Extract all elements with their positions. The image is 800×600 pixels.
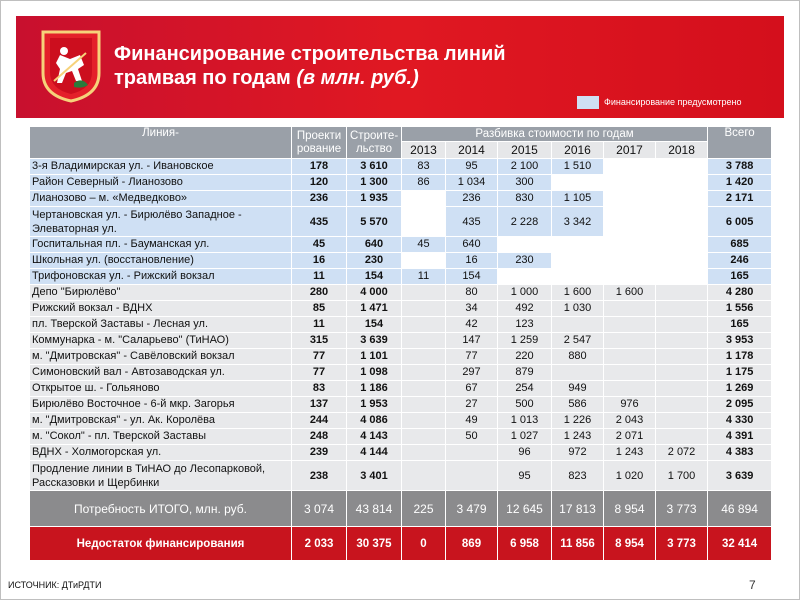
construction-cost: 1 953 [347, 397, 402, 413]
line-name: 3-я Владимирская ул. - Ивановское [30, 159, 292, 175]
year-cost [656, 207, 708, 237]
year-cost: 2 228 [498, 207, 552, 237]
design-cost: 83 [292, 381, 347, 397]
construction-cost: 3 639 [347, 333, 402, 349]
construction-cost: 154 [347, 317, 402, 333]
construction-cost: 4 143 [347, 429, 402, 445]
year-cost [656, 317, 708, 333]
line-name: Район Северный - Лианозово [30, 175, 292, 191]
year-cost [552, 317, 604, 333]
year-cost: 123 [498, 317, 552, 333]
year-cost: 11 [402, 269, 446, 285]
table-row [30, 333, 772, 349]
source-note: ИСТОЧНИК: ДТиРДТИ [8, 580, 102, 590]
year-cost [402, 207, 446, 237]
table-row [30, 365, 772, 381]
construction-cost: 1 101 [347, 349, 402, 365]
legend-swatch [577, 96, 599, 109]
year-cost: 1 013 [498, 413, 552, 429]
year-cost: 972 [552, 445, 604, 461]
design-cost: 236 [292, 191, 347, 207]
year-cost: 1 600 [552, 285, 604, 301]
year-cost [402, 445, 446, 461]
table-row [30, 445, 772, 461]
title-line-2: трамвая по годам (в млн. руб.) [114, 67, 419, 89]
line-name: м. "Дмитровская" - ул. Ак. Королёва [30, 413, 292, 429]
line-name: Чертановская ул. - Бирюлёво Западное - Элеваторная ул. [30, 207, 292, 237]
table-row [30, 191, 772, 207]
line-name: Рижский вокзал - ВДНХ [30, 301, 292, 317]
need-total-label: Потребность ИТОГО, млн. руб. [30, 491, 292, 527]
table-row [30, 285, 772, 301]
table-row [30, 269, 772, 285]
table-row [30, 207, 772, 237]
construction-cost: 3 610 [347, 159, 402, 175]
year-cost [604, 253, 656, 269]
table-row [30, 349, 772, 365]
header-year: 2018 [656, 142, 708, 159]
year-cost [656, 159, 708, 175]
header-construction: Строите- льство [347, 127, 402, 159]
construction-cost: 4 000 [347, 285, 402, 301]
year-cost [402, 429, 446, 445]
year-cost [604, 269, 656, 285]
year-cost [402, 253, 446, 269]
year-cost: 500 [498, 397, 552, 413]
year-cost [446, 461, 498, 491]
total-cost: 1 178 [708, 349, 772, 365]
year-cost: 27 [446, 397, 498, 413]
need-value: 17 813 [552, 491, 604, 527]
need-value: 3 074 [292, 491, 347, 527]
year-cost: 50 [446, 429, 498, 445]
deficit-value: 11 856 [552, 527, 604, 561]
deficit-label: Недостаток финансирования [30, 527, 292, 561]
line-name: Трифоновская ул. - Рижский вокзал [30, 269, 292, 285]
year-cost: 154 [446, 269, 498, 285]
header-year: 2015 [498, 142, 552, 159]
year-cost: 67 [446, 381, 498, 397]
year-cost: 86 [402, 175, 446, 191]
year-cost [402, 317, 446, 333]
construction-cost: 1 186 [347, 381, 402, 397]
year-cost: 34 [446, 301, 498, 317]
line-name: Школьная ул. (восстановление) [30, 253, 292, 269]
year-cost [656, 397, 708, 413]
construction-cost: 640 [347, 237, 402, 253]
year-cost: 2 072 [656, 445, 708, 461]
line-name: м. "Сокол" - пл. Тверской Заставы [30, 429, 292, 445]
need-value: 8 954 [604, 491, 656, 527]
design-cost: 11 [292, 269, 347, 285]
design-cost: 120 [292, 175, 347, 191]
year-cost: 96 [498, 445, 552, 461]
design-cost: 315 [292, 333, 347, 349]
year-cost [552, 253, 604, 269]
construction-cost: 154 [347, 269, 402, 285]
header-line: Линия- [30, 127, 292, 159]
year-cost: 80 [446, 285, 498, 301]
total-cost: 4 280 [708, 285, 772, 301]
year-cost: 976 [604, 397, 656, 413]
year-cost [656, 413, 708, 429]
construction-cost: 3 401 [347, 461, 402, 491]
design-cost: 137 [292, 397, 347, 413]
year-cost [656, 269, 708, 285]
year-cost: 879 [498, 365, 552, 381]
construction-cost: 1 098 [347, 365, 402, 381]
year-cost [656, 175, 708, 191]
year-cost: 297 [446, 365, 498, 381]
need-value: 3 479 [446, 491, 498, 527]
design-cost: 85 [292, 301, 347, 317]
line-name: Открытое ш. - Гольяново [30, 381, 292, 397]
need-value: 43 814 [347, 491, 402, 527]
year-cost: 830 [498, 191, 552, 207]
design-cost: 11 [292, 317, 347, 333]
header-design: Проекти рование [292, 127, 347, 159]
total-cost: 3 788 [708, 159, 772, 175]
year-cost: 77 [446, 349, 498, 365]
year-cost [552, 365, 604, 381]
year-cost: 220 [498, 349, 552, 365]
total-cost: 3 639 [708, 461, 772, 491]
design-cost: 435 [292, 207, 347, 237]
need-value: 225 [402, 491, 446, 527]
construction-cost: 4 144 [347, 445, 402, 461]
year-cost [656, 191, 708, 207]
year-cost: 640 [446, 237, 498, 253]
year-cost [656, 285, 708, 301]
year-cost: 1 020 [604, 461, 656, 491]
construction-cost: 1 935 [347, 191, 402, 207]
header-breakdown: Разбивка стоимости по годам [402, 127, 708, 142]
year-cost [402, 301, 446, 317]
year-cost: 83 [402, 159, 446, 175]
design-cost: 280 [292, 285, 347, 301]
year-cost: 435 [446, 207, 498, 237]
header-year: 2017 [604, 142, 656, 159]
year-cost: 880 [552, 349, 604, 365]
legend-label: Финансирование предусмотрено [604, 97, 742, 107]
need-value: 12 645 [498, 491, 552, 527]
year-cost [604, 237, 656, 253]
line-name: Коммунарка - м. "Саларьево" (ТиНАО) [30, 333, 292, 349]
line-name: Депо "Бирюлёво" [30, 285, 292, 301]
year-cost [604, 333, 656, 349]
table-row [30, 429, 772, 445]
year-cost: 45 [402, 237, 446, 253]
year-cost: 236 [446, 191, 498, 207]
year-cost [604, 317, 656, 333]
total-cost: 246 [708, 253, 772, 269]
year-cost: 492 [498, 301, 552, 317]
design-cost: 178 [292, 159, 347, 175]
header-total: Всего [708, 127, 772, 159]
total-cost: 3 953 [708, 333, 772, 349]
year-cost: 1 030 [552, 301, 604, 317]
total-cost: 6 005 [708, 207, 772, 237]
total-cost: 1 556 [708, 301, 772, 317]
header-year: 2013 [402, 142, 446, 159]
year-cost: 254 [498, 381, 552, 397]
year-cost: 586 [552, 397, 604, 413]
need-value: 46 894 [708, 491, 772, 527]
deficit-row [30, 527, 772, 561]
year-cost: 949 [552, 381, 604, 397]
year-cost: 42 [446, 317, 498, 333]
line-name: Госпитальная пл. - Бауманская ул. [30, 237, 292, 253]
design-cost: 248 [292, 429, 347, 445]
total-cost: 165 [708, 269, 772, 285]
year-cost: 1 243 [604, 445, 656, 461]
year-cost: 49 [446, 413, 498, 429]
year-cost [656, 253, 708, 269]
construction-cost: 230 [347, 253, 402, 269]
design-cost: 77 [292, 365, 347, 381]
year-cost: 1 226 [552, 413, 604, 429]
year-cost: 1 000 [498, 285, 552, 301]
table-row [30, 317, 772, 333]
year-cost: 147 [446, 333, 498, 349]
year-cost [656, 429, 708, 445]
year-cost: 1 027 [498, 429, 552, 445]
deficit-value: 32 414 [708, 527, 772, 561]
design-cost: 244 [292, 413, 347, 429]
construction-cost: 1 300 [347, 175, 402, 191]
table-row [30, 397, 772, 413]
year-cost [402, 413, 446, 429]
year-cost: 95 [498, 461, 552, 491]
year-cost [604, 349, 656, 365]
total-cost: 1 175 [708, 365, 772, 381]
construction-cost: 5 570 [347, 207, 402, 237]
line-name: Симоновский вал - Автозаводская ул. [30, 365, 292, 381]
year-cost [402, 381, 446, 397]
year-cost: 1 700 [656, 461, 708, 491]
table-row [30, 301, 772, 317]
table-row [30, 381, 772, 397]
year-cost: 1 510 [552, 159, 604, 175]
total-cost: 1 269 [708, 381, 772, 397]
total-cost: 685 [708, 237, 772, 253]
line-name: пл. Тверской Заставы - Лесная ул. [30, 317, 292, 333]
deficit-value: 0 [402, 527, 446, 561]
year-cost [656, 381, 708, 397]
year-cost [656, 365, 708, 381]
year-cost: 2 071 [604, 429, 656, 445]
table-row [30, 237, 772, 253]
year-cost [656, 237, 708, 253]
year-cost [552, 237, 604, 253]
year-cost: 1 243 [552, 429, 604, 445]
year-cost: 1 259 [498, 333, 552, 349]
header-year: 2014 [446, 142, 498, 159]
year-cost [604, 381, 656, 397]
construction-cost: 1 471 [347, 301, 402, 317]
table-row [30, 175, 772, 191]
deficit-value: 8 954 [604, 527, 656, 561]
year-cost [656, 349, 708, 365]
funding-table [29, 126, 772, 561]
year-cost [498, 237, 552, 253]
table-row [30, 253, 772, 269]
year-cost: 3 342 [552, 207, 604, 237]
year-cost: 2 100 [498, 159, 552, 175]
year-cost [552, 175, 604, 191]
page-number: 7 [749, 578, 756, 592]
year-cost [604, 191, 656, 207]
legend [577, 95, 741, 109]
deficit-value: 6 958 [498, 527, 552, 561]
line-name: Продление линии в ТиНАО до Лесопарковой, Рассказовки и Щербинки [30, 461, 292, 491]
need-total-row [30, 491, 772, 527]
line-name: ВДНХ - Холмогорская ул. [30, 445, 292, 461]
design-cost: 239 [292, 445, 347, 461]
year-cost [604, 159, 656, 175]
total-cost: 2 171 [708, 191, 772, 207]
year-cost: 2 547 [552, 333, 604, 349]
total-cost: 4 330 [708, 413, 772, 429]
year-cost [604, 207, 656, 237]
total-cost: 4 391 [708, 429, 772, 445]
design-cost: 16 [292, 253, 347, 269]
line-name: Бирюлёво Восточное - 6-й мкр. Загорья [30, 397, 292, 413]
year-cost: 300 [498, 175, 552, 191]
year-cost [604, 365, 656, 381]
year-cost [552, 269, 604, 285]
year-cost [402, 191, 446, 207]
deficit-value: 30 375 [347, 527, 402, 561]
total-cost: 2 095 [708, 397, 772, 413]
year-cost: 95 [446, 159, 498, 175]
design-cost: 45 [292, 237, 347, 253]
total-cost: 4 383 [708, 445, 772, 461]
table-row [30, 461, 772, 491]
total-cost: 1 420 [708, 175, 772, 191]
design-cost: 238 [292, 461, 347, 491]
year-cost [402, 285, 446, 301]
year-cost [656, 301, 708, 317]
table-row [30, 159, 772, 175]
table-row [30, 413, 772, 429]
deficit-value: 869 [446, 527, 498, 561]
deficit-value: 2 033 [292, 527, 347, 561]
year-cost [604, 175, 656, 191]
year-cost [604, 301, 656, 317]
year-cost [402, 461, 446, 491]
year-cost [498, 269, 552, 285]
page-title [114, 42, 506, 90]
year-cost [656, 333, 708, 349]
year-cost [402, 349, 446, 365]
moscow-coat-of-arms-icon [40, 29, 102, 103]
year-cost [402, 333, 446, 349]
line-name: Лианозово – м. «Медведково» [30, 191, 292, 207]
title-line-1: Финансирование строительства линий [114, 43, 506, 65]
year-cost [402, 397, 446, 413]
line-name: м. "Дмитровская" - Савёловский вокзал [30, 349, 292, 365]
total-cost: 165 [708, 317, 772, 333]
header-year: 2016 [552, 142, 604, 159]
title-unit: (в млн. руб.) [296, 67, 419, 89]
year-cost: 1 105 [552, 191, 604, 207]
design-cost: 77 [292, 349, 347, 365]
year-cost: 2 043 [604, 413, 656, 429]
year-cost: 1 034 [446, 175, 498, 191]
year-cost: 16 [446, 253, 498, 269]
year-cost [446, 445, 498, 461]
need-value: 3 773 [656, 491, 708, 527]
year-cost: 823 [552, 461, 604, 491]
year-cost: 1 600 [604, 285, 656, 301]
deficit-value: 3 773 [656, 527, 708, 561]
year-cost [402, 365, 446, 381]
construction-cost: 4 086 [347, 413, 402, 429]
year-cost: 230 [498, 253, 552, 269]
